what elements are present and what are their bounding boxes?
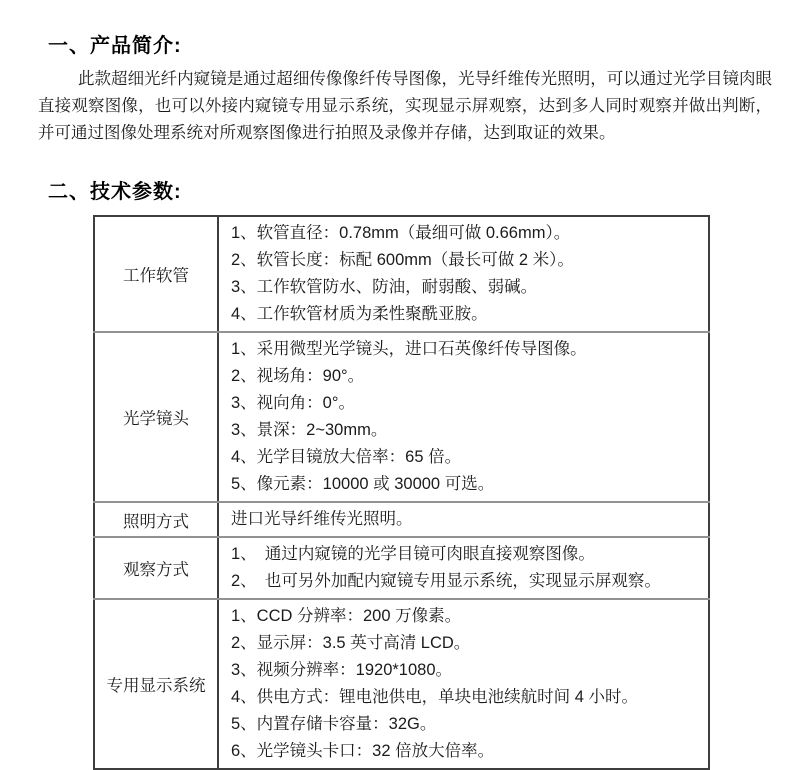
table-row-working-hose [94, 216, 709, 332]
spec-line: 2、视场角：90°。 [231, 367, 365, 385]
spec-line: 1、 通过内窥镜的光学目镜可肉眼直接观察图像。 [231, 545, 595, 563]
spec-line: 3、视频分辨率：1920*1080。 [231, 661, 453, 679]
spec-line: 5、内置存储卡容量：32G。 [231, 715, 437, 733]
spec-table [93, 215, 710, 770]
table-row-optical-lens [94, 332, 709, 502]
row-label: 工作软管 [94, 216, 218, 332]
spec-line: 4、工作软管材质为柔性聚酰亚胺。 [231, 305, 488, 323]
row-label: 光学镜头 [94, 332, 218, 502]
spec-line: 5、像元素：10000 或 30000 可选。 [231, 475, 495, 493]
section1-heading: 一、产品简介: [48, 35, 182, 57]
row-content [218, 216, 709, 332]
row-content [218, 599, 709, 769]
spec-line: 6、光学镜头卡口：32 倍放大倍率。 [231, 742, 495, 760]
spec-line: 2、软管长度：标配 600mm（最长可做 2 米）。 [231, 251, 574, 269]
section2-heading: 二、技术参数: [48, 181, 182, 203]
spec-line: 3、景深：2~30mm。 [231, 421, 388, 439]
row-label: 专用显示系统 [94, 599, 218, 769]
spec-line: 4、供电方式：锂电池供电，单块电池续航时间 4 小时。 [231, 688, 639, 706]
row-label: 照明方式 [94, 502, 218, 537]
spec-line: 3、工作软管防水、防油，耐弱酸、弱碱。 [231, 278, 538, 296]
spec-line: 2、显示屏：3.5 英寸高清 LCD。 [231, 634, 471, 652]
spec-line: 1、CCD 分辨率：200 万像素。 [231, 607, 462, 625]
spec-line: 1、软管直径：0.78mm（最细可做 0.66mm）。 [231, 224, 571, 242]
row-label: 观察方式 [94, 537, 218, 599]
table-row-lighting [94, 502, 709, 537]
spec-line: 2、 也可另外加配内窥镜专用显示系统，实现显示屏观察。 [231, 572, 661, 590]
spec-line: 4、光学目镜放大倍率：65 倍。 [231, 448, 462, 466]
row-content [218, 332, 709, 502]
spec-line: 3、视向角：0°。 [231, 394, 355, 412]
product-intro-paragraph: 此款超细光纤内窥镜是通过超细传像像纤传导图像，光导纤维传光照明，可以通过光学目镜肉眼直接观察图像，也可以外接内窥镜专用显示系统，实现显示屏观察，达到多人同时观察并做出判断，并可通过图像处理系统对所观察图像进行拍照及录像并存储，达到取证的效果。 [38, 70, 772, 142]
row-content [218, 537, 709, 599]
spec-line: 1、采用微型光学镜头，进口石英像纤传导图像。 [231, 340, 587, 358]
row-content [218, 502, 709, 537]
table-row-display-system [94, 599, 709, 769]
spec-line: 进口光导纤维传光照明。 [231, 510, 413, 528]
table-row-observation [94, 537, 709, 599]
